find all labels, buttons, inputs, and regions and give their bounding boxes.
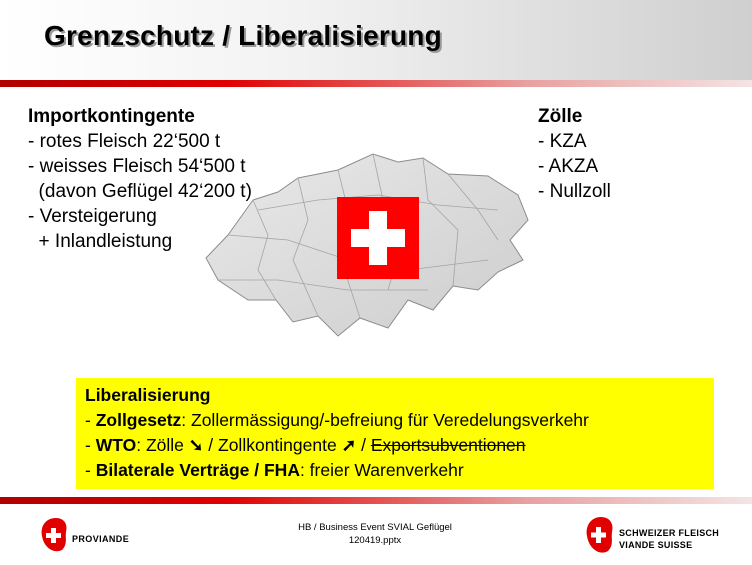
footer-caption-line: 120419.pptx [348,535,402,546]
import-quota-line: (davon Geflügel 42‘200 t) [28,181,252,202]
flag-cross-horizontal [351,229,405,247]
logo-text-line: SCHWEIZER FLEISCH [619,528,720,538]
footer-caption-line: HB / Business Event SVIAL Geflügel [298,522,452,533]
liberalization-row-bilateral [85,460,464,481]
struck-text: Exportsubventionen [370,435,526,455]
tariffs-line: - AKZA [538,156,599,177]
footer-divider [0,497,752,504]
row-text: : Zollermässigung/-befreiung für Veredelungsverkehr [181,410,589,430]
import-quota-line: - Versteigerung [28,206,157,227]
import-quota-line: + Inlandleistung [28,231,173,252]
import-quota-list [28,104,252,254]
row-prefix: - [85,435,96,455]
liberalization-heading: Liberalisierung [85,385,211,405]
row-text: / [356,435,371,455]
footer-caption [270,521,480,547]
tariffs-line: - KZA [538,131,587,152]
swiss-flag [337,197,419,279]
row-bold-term: Bilaterale Verträge / FHA [95,460,300,480]
liberalization-row-zollgesetz [85,410,589,431]
slide-title: Grenzschutz / Liberalisierung [44,20,442,51]
tariffs-line: - Nullzoll [538,181,611,202]
liberalization-row-wto [85,435,526,456]
import-quota-line: - weisses Fleisch 54‘500 t [28,156,246,177]
import-quota-line: - rotes Fleisch 22‘500 t [28,131,221,152]
row-prefix: - [85,460,96,480]
liberalization-box [76,378,714,489]
tariffs-heading: Zölle [538,106,583,127]
row-text: : Zölle [136,435,189,455]
arrow-up-icon: ➚ [341,435,357,455]
row-text: / Zollkontingente [203,435,342,455]
tariffs-list [538,104,611,204]
import-quota-heading: Importkontingente [28,106,195,127]
row-prefix: - [85,410,96,430]
proviande-logo-text: PROVIANDE [72,534,130,544]
schweizer-fleisch-logo-text [619,527,719,551]
row-bold-term: Zollgesetz [95,410,182,430]
arrow-down-icon: ➘ [188,435,204,455]
row-text: : freier Warenverkehr [299,460,464,480]
logo-text-line: VIANDE SUISSE [619,540,693,550]
header-divider [0,80,752,87]
row-bold-term: WTO [95,435,137,455]
